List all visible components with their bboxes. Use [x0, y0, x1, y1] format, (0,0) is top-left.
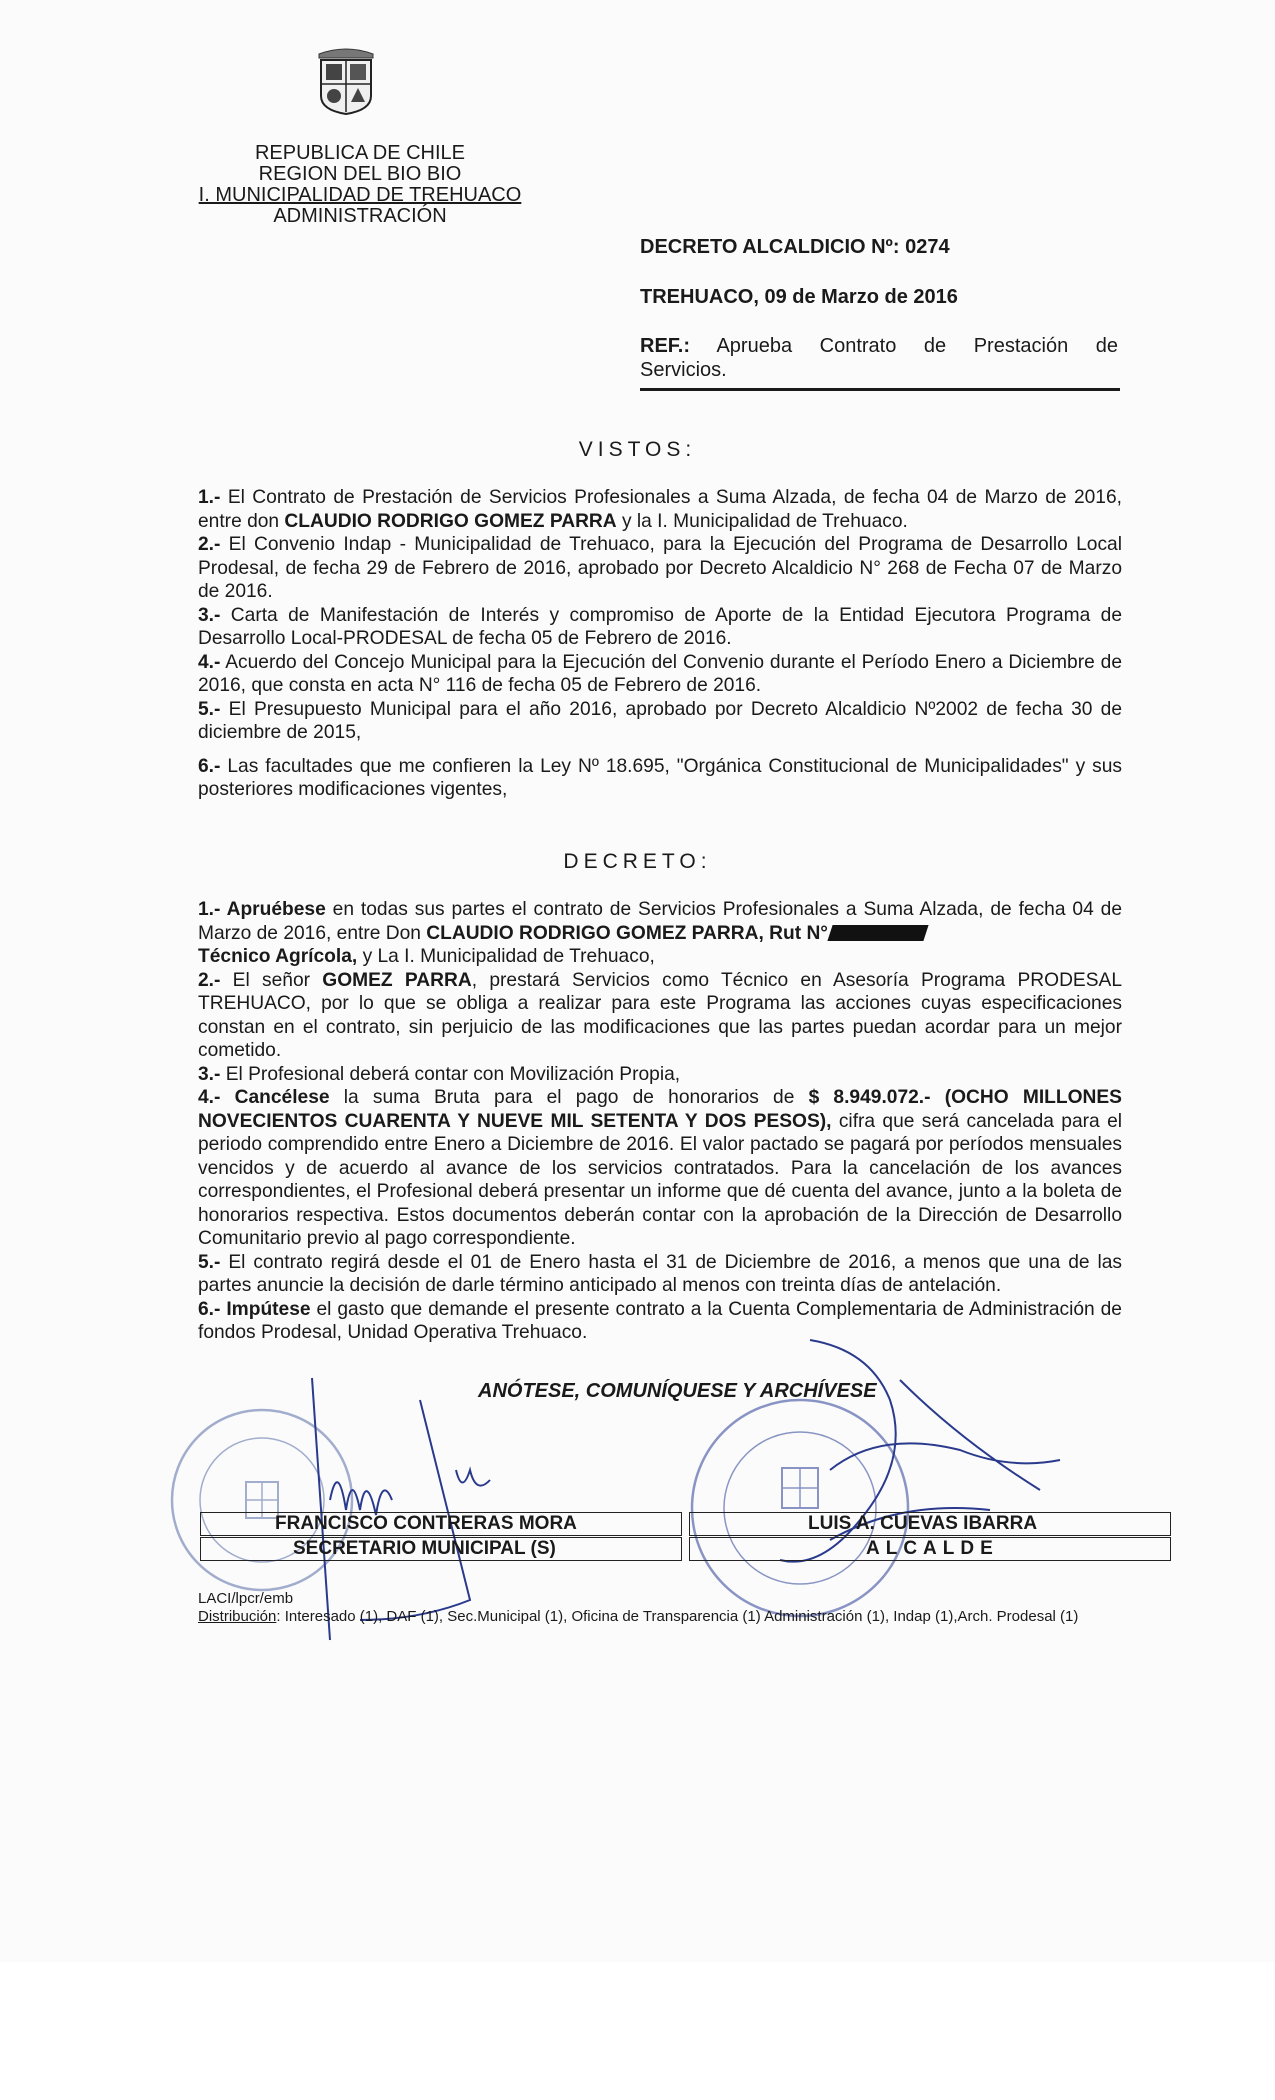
item-bold-text: Cancélese: [220, 1087, 330, 1108]
item-number: 5.-: [198, 698, 221, 720]
item-text: Carta de Manifestación de Interés y compromiso de Aporte de la Entidad Ejecutora Programa de Desarrollo Local-PRODESAL de fecha 05 de Febrero de 2016.: [198, 604, 1122, 649]
section-title-vistos: VISTOS:: [578, 438, 697, 461]
item-text: Las facultades que me confieren la Ley Nº 18.695, "Orgánica Constitucional de Municipalidades" y sus posteriores modificaciones vigentes,: [198, 755, 1122, 800]
item-text: y la I. Municipalidad de Trehuaco.: [616, 510, 908, 532]
item-text: cifra que será cancelada para el periodo comprendido entre Enero a Diciembre de 2016. El valor pactado se pagará por períodos mensuales vencidos y de acuerdo al avance de los servicios contratados. Para la cancelación de los avances correspondientes, el Profesional deberá presentar un informe que dé cuenta del avance, junto a la boleta de honorarios respectiva. Estos documentos deberán contar con la aprobación de la Dirección de Desarrollo Comunitario previo al pago correspondiente.: [198, 1110, 1122, 1249]
item-bold-text: Impútese: [220, 1298, 311, 1320]
item-number: 6.-: [198, 755, 221, 777]
item-bold-text: $ 8.949.072.- (OCHO MILLONES NOVECIENTOS CUARENTA Y NUEVE MIL SETENTA Y DOS PESOS),: [198, 1087, 1122, 1132]
header-municipality: I. MUNICIPALIDAD DE TREHUACO: [198, 184, 522, 206]
item-text: Acuerdo del Concejo Municipal para la Ejecución del Convenio durante el Período Enero a Diciembre de 2016, que consta en acta N° 116 de fecha 05 de Febrero de 2016.: [198, 651, 1122, 696]
item-number: 3.-: [198, 1063, 221, 1085]
signature-box-secretary-title: [200, 1537, 682, 1561]
item-number: 2.-: [198, 534, 221, 555]
item-text: El Contrato de Prestación de Servicios Profesionales a Suma Alzada, de fecha 04 de Marzo de 2016, entre don: [198, 487, 1122, 532]
mayor-title: ALCALDE: [866, 1538, 999, 1559]
item-text: el gasto que demande el presente contrato a la Cuenta Complementaria de Administración de fondos Prodesal, Unidad Operativa Trehuaco.: [198, 1298, 1122, 1343]
item-number: 6.-: [198, 1298, 221, 1320]
item-bold-text: CLAUDIO RODRIGO GOMEZ PARRA, Rut N°: [426, 922, 828, 944]
section-title-decreto: DECRETO:: [563, 850, 712, 873]
item-number: 4.-: [198, 1087, 221, 1108]
distribution-text: : Interesado (1), DAF (1), Sec.Municipal (1), Oficina de Transparencia (1) Administración (1), Indap (1),Arch. Prodesal (1): [276, 1608, 1079, 1625]
decree-place-date: TREHUACO, 09 de Marzo de 2016: [640, 286, 958, 308]
footer-distribution: [198, 1608, 1118, 1626]
distribution-label: Distribución: [198, 1608, 277, 1625]
item-text: en todas sus partes el contrato de Servicios Profesionales a Suma Alzada, de fecha 04 de Marzo de 2016, entre Don: [198, 899, 1122, 944]
right-seal-icon: [692, 1400, 908, 1616]
item-number: 1.-: [198, 487, 221, 508]
item-number: 5.-: [198, 1251, 221, 1273]
ref-label: REF.:: [640, 335, 690, 357]
header-country: REPUBLICA DE CHILE: [254, 142, 466, 164]
item-number: 3.-: [198, 604, 221, 626]
item-text: , prestará Servicios como Técnico en Asesoría Programa PRODESAL TREHUACO, por lo que se obliga a realizar para este Programa las acciones cuyas especificaciones constan en el contrato, sin perjuicio de las modificaciones que las partes puedan acordar para un mejor cometido.: [198, 969, 1122, 1061]
footer-initials: LACI/lpcr/emb: [198, 1590, 294, 1607]
secretary-title: SECRETARIO MUNICIPAL (S): [293, 1538, 556, 1559]
item-text: El contrato regirá desde el 01 de Enero hasta el 31 de Diciembre de 2016, a menos que una de las partes anuncie la decisión de darle término anticipado al menos con treinta días de antelación.: [198, 1251, 1122, 1296]
signature-box-mayor-name: [689, 1512, 1171, 1536]
signature-box-secretary-name: [200, 1512, 682, 1536]
item-bold-text: Técnico Agrícola,: [198, 946, 358, 967]
decree-number: DECRETO ALCALDICIO Nº: 0274: [640, 236, 950, 258]
item-bold-text: GOMEZ PARRA: [322, 969, 472, 991]
item-text: El Convenio Indap - Municipalidad de Trehuaco, para la Ejecución del Programa de Desarrollo Local Prodesal, de fecha 29 de Febrero de 2016, aprobado por Decreto Alcaldicio N° 268 de Fecha 07 de Marzo de 2016.: [198, 534, 1122, 602]
item-text: El Presupuesto Municipal para el año 2016, aprobado por Decreto Alcaldicio Nº2002 de fecha 30 de diciembre de 2015,: [198, 698, 1122, 743]
ref-text: Aprueba Contrato de Prestación de: [716, 335, 1118, 357]
secretary-name: FRANCISCO CONTRERAS MORA: [275, 1513, 577, 1534]
item-number: 4.-: [198, 651, 221, 673]
closing-formula: ANÓTESE, COMUNÍQUESE Y ARCHÍVESE: [478, 1380, 877, 1402]
item-text: El señor: [220, 969, 323, 991]
item-number: 1.-: [198, 899, 221, 920]
item-bold-text: CLAUDIO RODRIGO GOMEZ PARRA: [284, 510, 617, 532]
item-text: El Profesional deberá contar con Movilización Propia,: [220, 1063, 681, 1085]
item-number: 2.-: [198, 969, 221, 991]
item-bold-text: Apruébese: [220, 899, 326, 920]
signature-box-mayor-title: [689, 1537, 1171, 1561]
mayor-name: LUIS A. CUEVAS IBARRA: [808, 1513, 1038, 1534]
decree-reference-cont: Servicios.: [640, 359, 727, 381]
header-department: ADMINISTRACIÓN: [273, 205, 447, 227]
item-text: y La I. Municipalidad de Trehuaco,: [357, 946, 655, 967]
item-text: la suma Bruta para el pago de honorarios de: [329, 1087, 809, 1108]
header-region: REGION DEL BIO BIO: [258, 163, 462, 185]
